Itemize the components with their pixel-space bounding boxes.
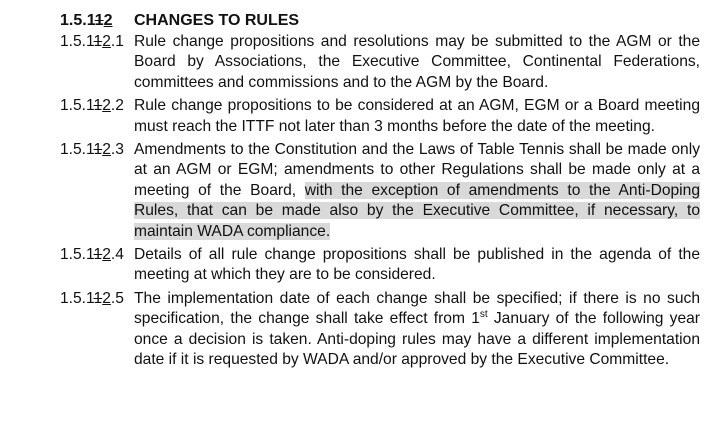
deleted-digit: 1 (93, 33, 103, 50)
rule-text: Rule change propositions and resolutions may be submitted to the AGM or the Board by Associations, the Executive Committee, Continental Federations, committees and commissions and to the AGM by the Board. (134, 33, 700, 91)
deleted-digit: 1 (93, 246, 103, 264)
section-number-prefix: 1.5.1 (60, 12, 95, 29)
rule-text: Rule change propositions to be considered at an AGM, EGM or a Board meeting must reach the ITTF not later than 3 months before the date of the meeting. (134, 97, 700, 135)
rule-text (134, 140, 700, 242)
deleted-digit: 1 (93, 289, 103, 307)
rule-number (60, 96, 134, 137)
deleted-digit: 1 (93, 141, 103, 159)
rule-number-prefix: 1.5.1 (60, 246, 94, 264)
rule-number-suffix: .4 (110, 246, 124, 264)
inserted-digit: 2 (102, 289, 111, 307)
rule-number (60, 140, 134, 242)
rule-item-3 (60, 140, 700, 242)
rule-number-prefix: 1.5.1 (60, 97, 94, 115)
inserted-digit: 2 (102, 33, 111, 50)
rule-text-plain: Amendments to the Constitution and the Laws of Table Tennis shall be made only at an AGM or EGM; amendments to other Regulations shall be made only at a meeting of the Board, (134, 141, 700, 199)
rule-number-prefix: 1.5.1 (60, 141, 94, 159)
section-heading (60, 10, 700, 31)
inserted-digit: 2 (102, 141, 111, 159)
rule-item-4 (60, 245, 700, 286)
rule-number-suffix: .1 (110, 33, 124, 50)
rule-number-prefix: 1.5.1 (60, 289, 94, 307)
rule-text-plain: January of the following year once a decision is taken. Anti-doping rules may have a different implementation date if it is requested by WADA and/or approved by the Executive Committee. (134, 310, 700, 369)
rule-item-1 (60, 32, 700, 93)
rule-number-suffix: .5 (110, 289, 124, 307)
rule-item-5 (60, 289, 700, 371)
highlighted-amendment: with the exception of amendments to the Anti-Doping Rules, that can be made also by the Executive Committee, if necessary, to maintain WADA compliance. (134, 181, 700, 240)
rule-number (60, 289, 134, 371)
ordinal-superscript: st (479, 309, 488, 321)
section-title: CHANGES TO RULES (134, 12, 300, 29)
rule-number-suffix: .3 (110, 141, 124, 159)
section-number (60, 10, 134, 31)
rule-number-suffix: .2 (110, 97, 124, 115)
inserted-digit: 2 (102, 246, 111, 264)
deleted-digit: 1 (94, 12, 104, 29)
rule-text-plain: The implementation date of each change shall be specified; if there is no such specification, the change shall take effect from 1 (134, 289, 700, 328)
rule-number (60, 245, 134, 286)
rule-text (134, 289, 700, 371)
inserted-digit: 2 (102, 97, 111, 115)
inserted-digit: 2 (103, 12, 113, 29)
document (60, 10, 700, 371)
rule-text: Details of all rule change propositions shall be published in the agenda of the meeting at which they are to be considered. (134, 246, 700, 284)
rule-number (60, 32, 134, 93)
deleted-digit: 1 (93, 97, 103, 115)
rule-item-2 (60, 96, 700, 137)
rule-number-prefix: 1.5.1 (60, 33, 94, 50)
